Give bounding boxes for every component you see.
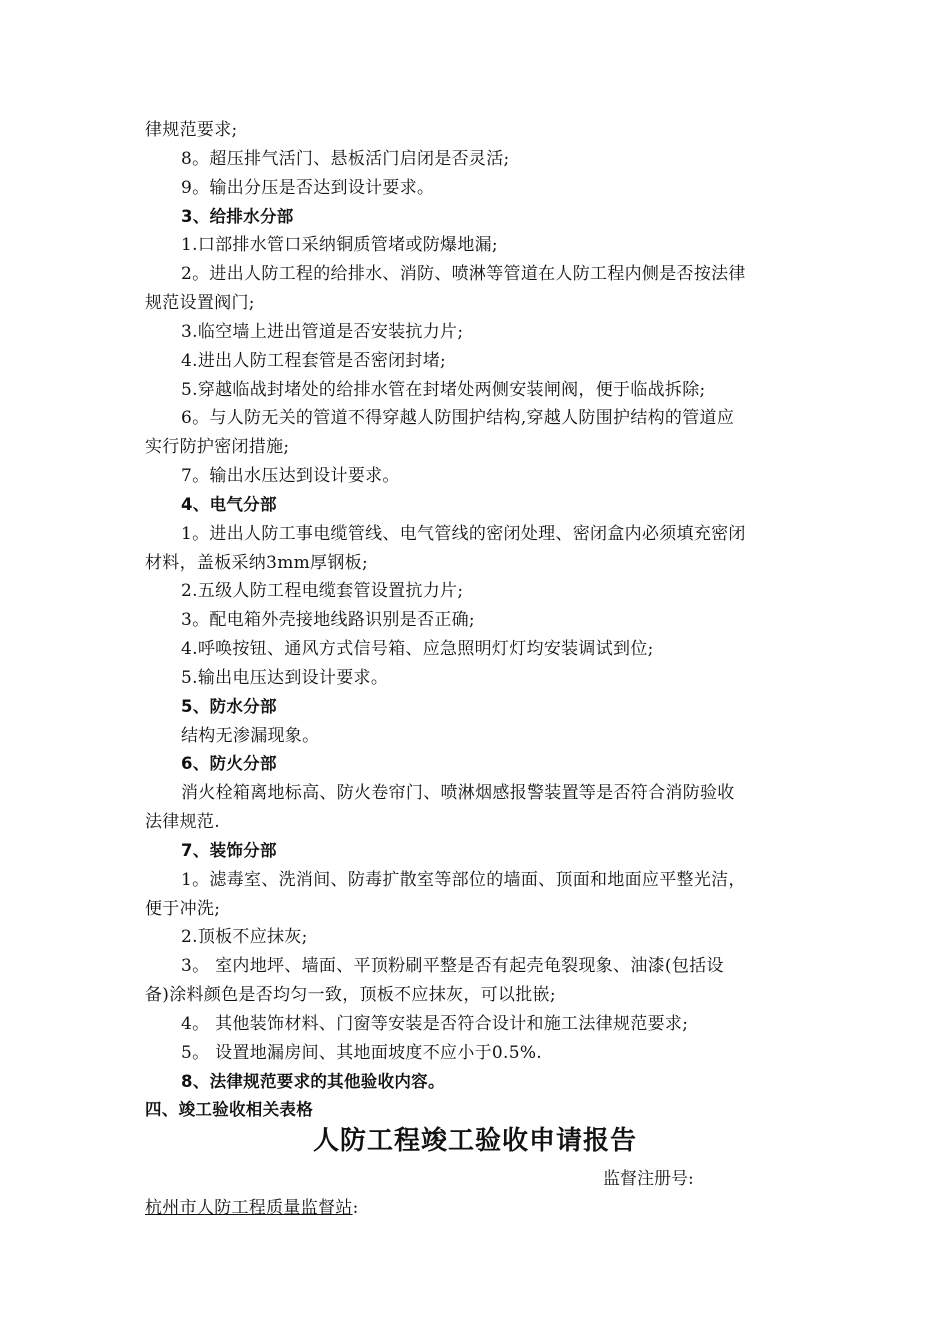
text-line: 3.临空墙上进出管道是否安装抗力片; bbox=[181, 322, 464, 342]
addressee-line bbox=[145, 1197, 359, 1219]
text-line: 结构无渗漏现象。 bbox=[181, 726, 320, 746]
text-line: 1。进出人防工事电缆管线、电气管线的密闭处理、密闭盒内必须填充密闭 bbox=[181, 524, 746, 544]
text-line: 实行防护密闭措施; bbox=[145, 437, 290, 457]
text-line: 9。输出分压是否达到设计要求。 bbox=[181, 178, 435, 198]
text-line: 2.五级人防工程电缆套管设置抗力片; bbox=[181, 581, 464, 601]
text-line: 1。滤毒室、洗消间、防毒扩散室等部位的墙面、顶面和地面应平整光洁， bbox=[181, 870, 746, 890]
report-title: 人防工程竣工验收申请报告 bbox=[312, 1126, 637, 1156]
section-heading: 3、给排水分部 bbox=[181, 207, 294, 226]
section-heading: 8、法律规范要求的其他验收内容。 bbox=[181, 1072, 445, 1091]
text-line: 便于冲洗; bbox=[145, 899, 221, 919]
text-line: 3。配电箱外壳接地线路识别是否正确; bbox=[181, 610, 475, 630]
text-line: 2。进出人防工程的给排水、消防、喷淋等管道在人防工程内侧是否按法律 bbox=[181, 264, 746, 284]
section-heading: 6、防火分部 bbox=[181, 754, 277, 773]
text-line: 1.口部排水管口采纳铜质管堵或防爆地漏; bbox=[181, 235, 498, 255]
addressee-colon: : bbox=[352, 1198, 359, 1218]
text-line: 3。 室内地坪、墙面、平顶粉刷平整是否有起壳龟裂现象、油漆(包括设 bbox=[181, 956, 724, 976]
section-heading: 四、竣工验收相关表格 bbox=[145, 1100, 313, 1119]
text-line: 5.穿越临战封堵处的给排水管在封堵处两侧安装闸阀，便于临战拆除; bbox=[181, 380, 706, 400]
registration-number-label: 监督注册号: bbox=[603, 1169, 694, 1189]
text-line: 7。输出水压达到设计要求。 bbox=[181, 466, 400, 486]
section-heading: 7、装饰分部 bbox=[181, 841, 277, 860]
text-line: 法律规范. bbox=[145, 812, 220, 832]
text-line: 律规范要求; bbox=[145, 120, 238, 140]
text-line: 5。 设置地漏房间、其地面坡度不应小于0.5%. bbox=[181, 1043, 543, 1063]
text-line: 4.进出人防工程套管是否密闭封堵; bbox=[181, 351, 447, 371]
text-line: 2.顶板不应抹灰; bbox=[181, 927, 308, 947]
section-heading: 4、电气分部 bbox=[181, 495, 277, 514]
section-heading: 5、防水分部 bbox=[181, 697, 277, 716]
text-line: 消火栓箱离地标高、防火卷帘门、喷淋烟感报警装置等是否符合消防验收 bbox=[181, 783, 735, 803]
text-line: 4。 其他装饰材料、门窗等安装是否符合设计和施工法律规范要求; bbox=[181, 1014, 689, 1034]
addressee-name: 杭州市人防工程质量监督站 bbox=[145, 1198, 353, 1218]
text-line: 规范设置阀门; bbox=[145, 293, 255, 313]
text-line: 5.输出电压达到设计要求。 bbox=[181, 668, 389, 688]
text-line: 6。与人防无关的管道不得穿越人防围护结构,穿越人防围护结构的管道应 bbox=[181, 408, 735, 428]
text-line: 备)涂料颜色是否均匀一致，顶板不应抹灰，可以批嵌; bbox=[145, 985, 556, 1005]
text-line: 8。超压排气活门、悬板活门启闭是否灵活; bbox=[181, 149, 510, 169]
text-line: 4.呼唤按钮、通风方式信号箱、应急照明灯灯均安装调试到位; bbox=[181, 639, 654, 659]
text-line: 材料，盖板采纳3mm厚钢板; bbox=[145, 553, 368, 573]
